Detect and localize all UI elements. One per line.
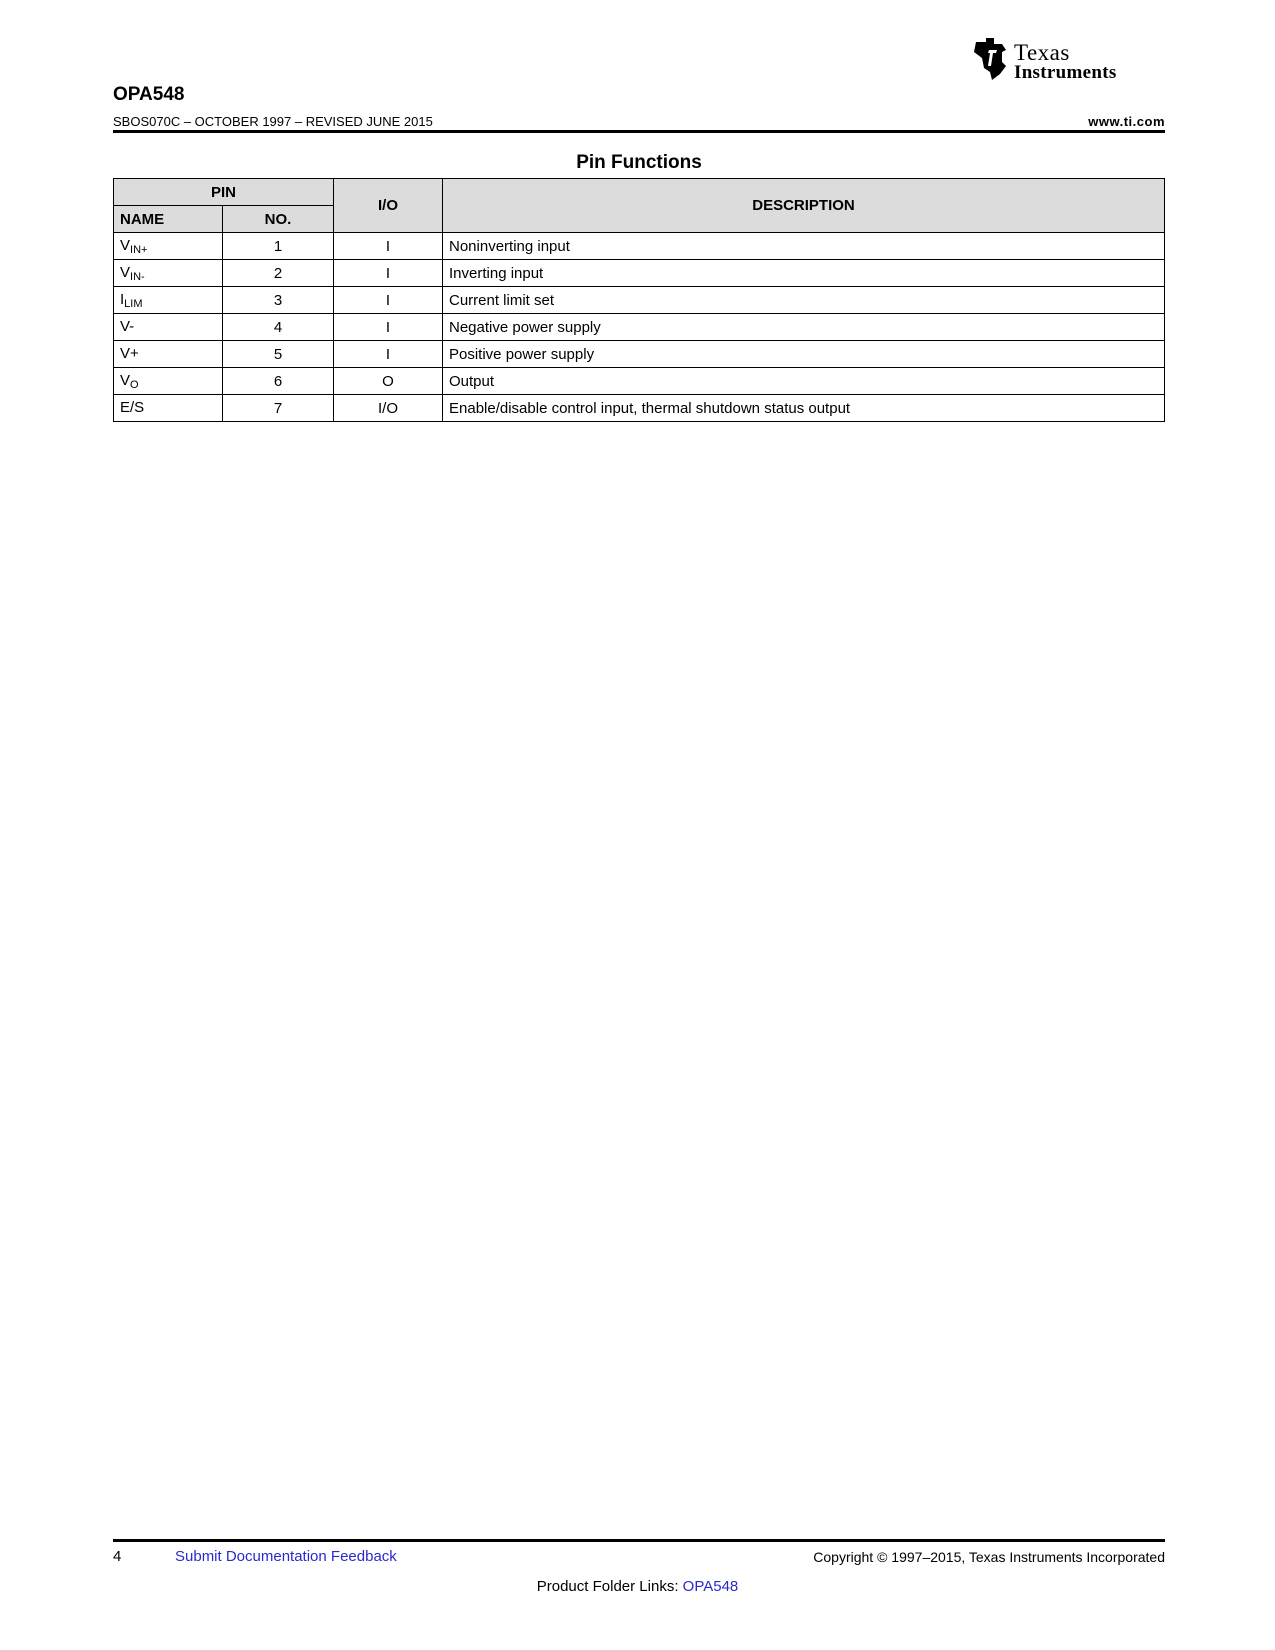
pin-name: $V_{IN-}$ [114, 260, 223, 287]
pin-description: Enable/disable control input, thermal shutdown status output [443, 395, 1165, 422]
pin-name: V- [114, 314, 223, 341]
header-name: NAME [114, 206, 223, 233]
header-description: DESCRIPTION [443, 179, 1165, 233]
pin-name: V+ [114, 341, 223, 368]
submit-feedback-link[interactable]: Submit Documentation Feedback [175, 1548, 397, 1565]
table-row [114, 395, 1165, 422]
pin-name: $V_O$ [114, 368, 223, 395]
product-folder-label: Product Folder Links: [536, 1578, 683, 1595]
product-folder-link[interactable]: OPA548 [682, 1578, 739, 1595]
header-rule [113, 130, 1165, 133]
pin-name: E/S [114, 395, 223, 422]
pin-name: $I_{LIM}$ [114, 287, 223, 314]
pin-number: 4 [223, 314, 334, 341]
pin-io: I [334, 314, 443, 341]
pin-description: Current limit set [443, 287, 1165, 314]
header-pin: PIN [114, 179, 334, 206]
document-id: SBOS070C – OCTOBER 1997 – REVISED JUNE 2015 [113, 114, 433, 129]
pin-number: 5 [223, 341, 334, 368]
ti-logo [972, 36, 1167, 84]
header-no: NO. [223, 206, 334, 233]
company-name-line2: Instruments [1014, 62, 1117, 83]
pin-description: Output [443, 368, 1165, 395]
table-row [114, 233, 1165, 260]
pin-number: 1 [223, 233, 334, 260]
pin-number: 6 [223, 368, 334, 395]
table-row [114, 287, 1165, 314]
pin-description: Noninverting input [443, 233, 1165, 260]
pin-io: I [334, 341, 443, 368]
header-io: I/O [334, 179, 443, 233]
pin-functions-table [113, 178, 1165, 422]
table-title: Pin Functions [576, 152, 702, 173]
table-row [114, 314, 1165, 341]
table-row [114, 368, 1165, 395]
part-number: OPA548 [113, 84, 185, 105]
pin-number: 2 [223, 260, 334, 287]
page-number: 4 [113, 1548, 122, 1565]
pin-number: 7 [223, 395, 334, 422]
website-link[interactable]: www.ti.com [1088, 114, 1165, 129]
footer-rule [113, 1539, 1165, 1542]
company-name-line1: Texas [1014, 40, 1070, 65]
pin-io: I [334, 287, 443, 314]
pin-io: I [334, 233, 443, 260]
pin-name: $V_{IN+}$ [114, 233, 223, 260]
pin-description: Positive power supply [443, 341, 1165, 368]
pin-io: I [334, 260, 443, 287]
product-folder-links [0, 1578, 1275, 1595]
ti-logo-icon [972, 36, 1012, 82]
table-row [114, 341, 1165, 368]
pin-io: I/O [334, 395, 443, 422]
table-row [114, 260, 1165, 287]
pin-number: 3 [223, 287, 334, 314]
pin-io: O [334, 368, 443, 395]
pin-description: Inverting input [443, 260, 1165, 287]
copyright: Copyright © 1997–2015, Texas Instruments Incorporated [813, 1549, 1165, 1565]
pin-description: Negative power supply [443, 314, 1165, 341]
